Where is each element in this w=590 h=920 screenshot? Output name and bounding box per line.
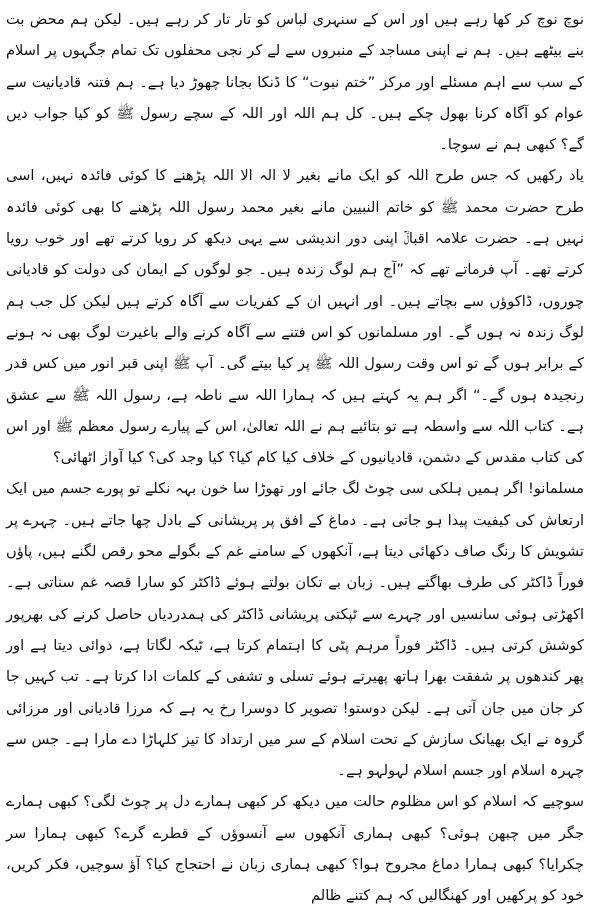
paragraph-1: نوچ نوچ کر کھا رہے ہیں اور اس کے سنہری لباس کو تار تار کر رہے ہیں۔ لیکن ہم محض بت بنے بیٹھے ہیں۔ ہم نے اپنی مساجد کے منبروں سے لے کر نجی محفلوں تک تمام جگہوں پر اسلام کے سب سے اہم مسئلے اور مرکز ”ختم نبوت“ کا ڈنکا بجانا چھوڑ دیا ہے۔ ہم فتنہ قادیانیت سے عوام کو آگاہ کرنا بھول چکے ہیں۔ کل ہم اللہ اور اللہ کے سچے رسول ﷺ کو کیا جواب دیں گے؟ کبھی ہم نے سوچا۔ <box>6 11 584 154</box>
paragraph-2: یاد رکھیں کہ جس طرح اللہ کو ایک مانے بغیر لا الہ الا اللہ پڑھنے کا کوئی فائدہ نہیں، اسی طرح حضرت محمد ﷺ کو خاتم النبیین مانے بغیر محمد رسول اللہ پڑھنے کا بھی کوئی فائدہ نہیں ہے۔ حضرت علامہ اقبالؒ اپنی دور اندیشی سے یہی دیکھ کر رویا کرتے تھے اور خوب رویا کرتے تھے۔ آپ فرماتے تھے کہ ”آج ہم لوگ زندہ ہیں۔ جو لوگوں کے ایمان کی دولت کو قادیانی چوروں، ڈاکوؤں سے بچاتے ہیں۔ اور انہیں ان کے کفریات سے آگاہ کرتے ہیں لیکن کل جب ہم لوگ زندہ نہ ہوں گے۔ اور مسلمانوں کو اس فتنے سے آگاہ کرنے والے باغیرت لوگ بھی نہ ہونے کے برابر ہوں گے تو اس وقت رسول اللہ ﷺ پر کیا بیتے گی۔ آپ ﷺ اپنی قبر انور میں کس قدر رنجیدہ ہوں گے۔“ اگر ہم یہ کہتے ہیں کہ ہمارا اللہ سے ناطہ ہے، رسول اللہ ﷺ سے عشق ہے۔ کتاب اللہ سے واسطہ ہے تو بتائیے ہم نے اللہ تعالیٰ، اس کے پیارے رسول معظم ﷺ اور اس کی کتاب مقدس کے دشمن، قادیانیوں کے خلاف کیا کام کیا؟ کیا وجد کی؟ کیا آواز اٹھائی؟ <box>6 167 584 467</box>
paragraph-4: سوچیے کہ اسلام کو اس مظلوم حالت میں دیکھ کر کبھی ہمارے دل پر چوٹ لگی؟ کبھی ہمارے جگر میں چبھن ہوئی؟ کبھی ہماری آنکھوں سے آنسوؤں کے قطرے گرے؟ کبھی ہمارا سر چکرایا؟ کبھی ہمارا دماغ مجروح ہوا؟ کبھی ہماری زبان نے احتجاج کیا؟ آؤ سوچیں، فکر کریں، خود کو پرکھیں اور کھنگالیں کہ ہم کتنے ظالم <box>6 793 584 905</box>
paragraph-3: مسلمانو! اگر ہمیں ہلکی سی چوٹ لگ جائے اور تھوڑا سا خون بہہ نکلے تو پورے جسم میں ایک ارتعاش کی کیفیت پیدا ہو جاتی ہے۔ دماغ کے افق پر پریشانی کے بادل چھا جاتے ہیں۔ چہرے پر تشویش کا رنگ صاف دکھائی دیتا ہے، آنکھوں کے سامنے غم کے بگولے محو رقص لگنے ہیں، پاؤں فوراً ڈاکٹر کی طرف بھاگتے ہیں۔ زبان بے تکان بولتے ہوئے ڈاکٹر کو سارا قصہ غم سناتی ہے۔ اکھڑتی ہوئی سانسیں اور چہرے سے ٹپکتی پریشانی ڈاکٹر کی ہمدردیاں حاصل کرنے کی بھرپور کوشش کرتی ہیں۔ ڈاکٹر فوراً مرہم پٹی کا اہتمام کرتا ہے، ٹیکہ لگاتا ہے، دوائی دیتا ہے اور پھر کندھوں پر شفقت بھرا ہاتھ پھیرتے ہوئے تسلی و تشفی کے کلمات ادا کرتا ہے۔ تب کہیں جا کر جان میں جان آتی ہے۔ لیکن دوستو! تصویر کا دوسرا رخ یہ ہے کہ مرزا قادیانی اور مرزائی گروہ نے ایک بھیانک سازش کے تحت اسلام کے سر میں ارتداد کا تیز کلہاڑا دے مارا ہے۔ جس سے چہرہ اسلام اور جسم اسلام لہولہو ہے۔ <box>6 480 584 780</box>
